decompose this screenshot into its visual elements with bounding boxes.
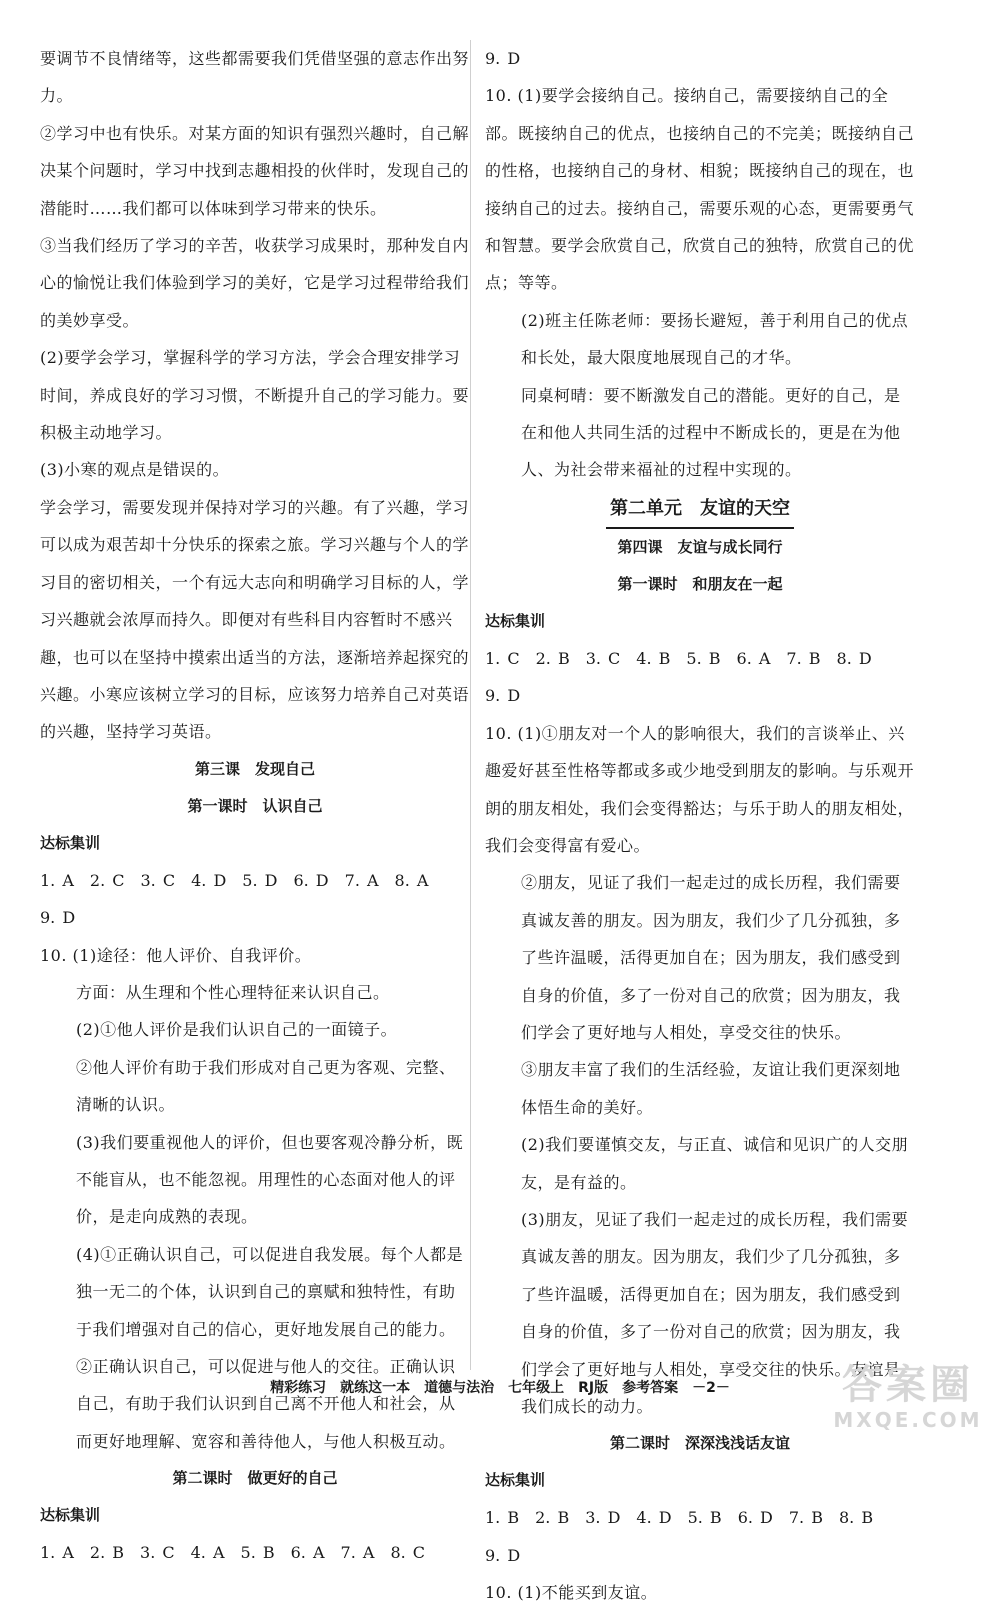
answer-line: 10. (1)不能买到友谊。 [485, 1583, 658, 1603]
multiple-choice-answers: 9. D [485, 686, 521, 706]
watermark-url: MXQE.COM [833, 1408, 983, 1432]
answer-line: (3)朋友，见证了我们一起走过的成长历程，我们需要真诚友善的朋友。因为朋友，我们少了几分孤独，多了些许温暖，活得更加自在；因为朋友，我们感受到自身的价值，多了一份对自己的欣赏；因为朋友，我们学会了更好地与人相处，享受交往的快乐。友谊是我们成长的动力。 [521, 1209, 909, 1416]
paragraph: (2)要学会学习，掌握科学的学习方法，学会合理安排学习时间，养成良好的学习习惯，不断提升自己的学习能力。要积极主动地学习。 [40, 348, 470, 443]
watermark-text: 答案圈 [842, 1362, 974, 1408]
lesson-heading: 第四课 友谊与成长同行 [617, 537, 783, 556]
paragraph: ③当我们经历了学习的辛苦，收获学习成果时，那种发自内心的愉悦让我们体验到学习的美好，它是学习过程带给我们的美妙享受。 [40, 236, 470, 330]
multiple-choice-answers: 1. B 2. B 3. D 4. D 5. B 6. D 7. B 8. B [485, 1508, 874, 1528]
watermark-logo [828, 1362, 988, 1434]
answer-line: ②他人评价有助于我们形成对自己更为客观、完整、清晰的认识。 [76, 1057, 456, 1115]
period-heading: 第一课时 和朋友在一起 [617, 574, 783, 593]
answer-line: (3)我们要重视他人的评价，但也要客观冷静分析，既不能盲从，也不能忽视。用理性的心态面对他人的评价，是走向成熟的表现。 [76, 1132, 464, 1227]
answer-line: 10. (1)要学会接纳自己。接纳自己，需要接纳自己的全部。既接纳自己的优点，也接纳自己的不完美；既接纳自己的性格，也接纳自己的身材、相貌；既接纳自己的现在，也接纳自己的过去。接纳自己，需要乐观的心态，更需要勇气和智慧。要学会欣赏自己，欣赏自己的独特，欣赏自己的优点；等等。 [485, 86, 915, 293]
answer-line: (2)我们要谨慎交友，与正直、诚信和见识广的人交朋友，是有益的。 [521, 1135, 909, 1192]
drill-heading: 达标集训 [485, 1471, 546, 1490]
multiple-choice-answers: 9. D [40, 908, 76, 928]
answer-line: (4)①正确认识自己，可以促进自我发展。每个人都是独一无二的个体，认识到自己的禀赋和独特性，有助于我们增强对自己的信心，更好地发展自己的能力。 [76, 1244, 464, 1339]
multiple-choice-answers: 1. C 2. B 3. C 4. B 5. B 6. A 7. B 8. D [485, 648, 872, 668]
answer-line: (2)①他人评价是我们认识自己的一面镜子。 [76, 1020, 398, 1040]
paragraph: ②学习中也有快乐。对某方面的知识有强烈兴趣时，自己解决某个问题时，学习中找到志趣相投的伙伴时，发现自己的潜能时……我们都可以体味到学习带来的快乐。 [40, 123, 470, 218]
drill-heading: 达标集训 [40, 833, 101, 852]
drill-heading: 达标集训 [485, 611, 546, 630]
paragraph: 学会学习，需要发现并保持对学习的兴趣。有了兴趣，学习可以成为艰苦却十分快乐的探索之旅。学习兴趣与个人的学习目的密切相关，一个有远大志向和明确学习目标的人，学习兴趣就会浓厚而持久。即便对有些科目内容暂时不感兴趣，也可以在坚持中摸索出适当的方法，逐渐培养起探究的兴趣。小寒应该树立学习的目标，应该努力培养自己对英语的兴趣，坚持学习英语。 [40, 497, 470, 742]
answer-line: (2)班主任陈老师：要扬长避短，善于利用自己的优点和长处，最大限度地展现自己的才华。 [521, 310, 909, 368]
left-column [40, 40, 470, 1572]
period-heading: 第二课时 做更好的自己 [172, 1469, 338, 1488]
multiple-choice-answers: 9. D [485, 1545, 521, 1565]
answer-line: ②正确认识自己，可以促进与他人的交往。正确认识自己，有助于我们认识到自己离不开他人和社会，从而更好地理解、宽容和善待他人，与他人积极互动。 [76, 1357, 456, 1451]
answer-line: ②朋友，见证了我们一起走过的成长历程，我们需要真诚友善的朋友。因为朋友，我们少了几分孤独，多了些许温暖，活得更加自在；因为朋友，我们感受到自身的价值，多了一份对自己的欣赏；因为朋友，我们学会了更好地与人相处，享受交往的快乐。 [521, 873, 901, 1042]
paragraph: 要调节不良情绪等，这些都需要我们凭借坚强的意志作出努力。 [40, 49, 470, 106]
answer-line: 10. (1)途径：他人评价、自我评价。 [40, 945, 312, 965]
page-footer: 精彩练习 就练这一本 道德与法治 七年级上 RJ版 参考答案 －2－ [270, 1380, 730, 1396]
period-heading: 第一课时 认识自己 [187, 796, 323, 815]
multiple-choice-answers: 1. A 2. B 3. C 4. A 5. B 6. A 7. A 8. C [40, 1543, 426, 1563]
column-divider [470, 40, 471, 1370]
unit-heading [485, 493, 915, 529]
lesson-heading: 第三课 发现自己 [194, 759, 315, 778]
period-heading: 第二课时 深深浅浅话友谊 [609, 1434, 790, 1453]
answer-line: 10. (1)①朋友对一个人的影响很大，我们的言谈举止、兴趣爱好甚至性格等都或多或少地受到朋友的影响。与乐观开朗的朋友相处，我们会变得豁达；与乐于助人的朋友相处，我们会变得富有爱心。 [485, 723, 915, 855]
unit-heading-text: 第二单元 友谊的天空 [606, 493, 794, 529]
multiple-choice-answers: 9. D [485, 49, 521, 68]
drill-heading: 达标集训 [40, 1506, 101, 1525]
multiple-choice-answers: 1. A 2. C 3. C 4. D 5. D 6. D 7. A 8. A [40, 870, 429, 890]
answer-line: 方面：从生理和个性心理特征来认识自己。 [76, 982, 390, 1002]
answer-line: 同桌柯晴：要不断激发自己的潜能。更好的自己，是在和他人共同生活的过程中不断成长的，更是在为他人、为社会带来福祉的过程中实现的。 [521, 385, 901, 480]
paragraph: (3)小寒的观点是错误的。 [40, 460, 230, 480]
answer-line: ③朋友丰富了我们的生活经验，友谊让我们更深刻地体悟生命的美好。 [521, 1060, 901, 1117]
